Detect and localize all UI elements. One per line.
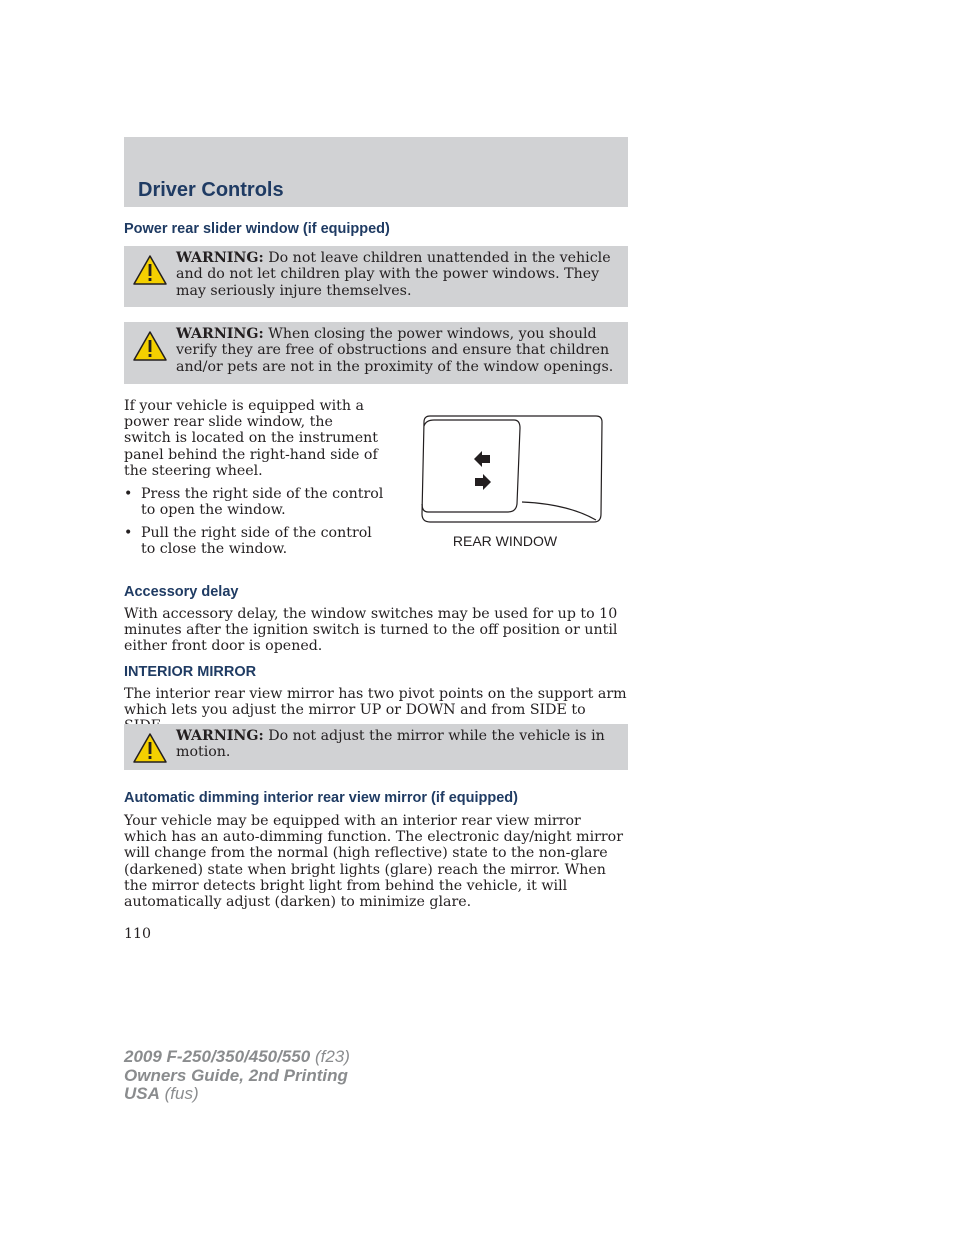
warning-box-obstructions — [124, 322, 628, 384]
page-number: 110 — [124, 926, 152, 942]
warning-triangle-icon — [132, 732, 168, 764]
warning-box-children — [124, 246, 628, 307]
page-header-band — [124, 137, 628, 207]
bullet-icon: • — [124, 525, 133, 541]
left-arrow-icon — [474, 451, 490, 467]
warning-triangle-icon — [132, 330, 168, 362]
warning-text: When closing the power windows, you should verify they are free of obstructions and ensure that children and/or pets are not in the proximity of the window openings. — [176, 326, 614, 375]
warning-text: Do not leave children unattended in the vehicle and do not let children play with the power windows. They may seriously injure themselves. — [176, 250, 611, 299]
footer-edition-info: 2009 F-250/350/450/550 (f23) Owners Guide, 2nd Printing USA (fus) — [124, 1047, 350, 1103]
warning-text: Do not adjust the mirror while the vehicle is in motion. — [176, 728, 605, 761]
warning-label: WARNING: — [176, 728, 264, 744]
figure-caption: REAR WINDOW — [452, 533, 558, 549]
auto-dimming-body: Your vehicle may be equipped with an interior rear view mirror which has an auto-dimming function. The electronic day/night mirror will change from the normal (high reflective) state to the non-glare (darkened) state when bright lights (glare) reach the mirror. When the mirror detects bright light from behind the vehicle, it will automatically adjust (darken) to minimize glare. — [124, 813, 623, 911]
bullet-icon: • — [124, 486, 133, 502]
heading-accessory-delay: Accessory delay — [124, 584, 239, 600]
warning-triangle-icon — [132, 254, 168, 286]
right-arrow-icon — [475, 474, 491, 490]
interior-mirror-body: The interior rear view mirror has two pivot points on the support arm which lets you adjust the mirror UP or DOWN and from SIDE to — [124, 686, 627, 719]
heading-power-rear-slider: Power rear slider window (if equipped) — [124, 221, 390, 237]
heading-auto-dimming: Automatic dimming interior rear view mirror (if equipped) — [124, 790, 518, 806]
power-window-body: If your vehicle is equipped with a power rear slide window, the switch is located on the instrument panel behind the right-hand side of the steering wheel. — [124, 398, 378, 479]
rear-window-switch-illustration — [418, 414, 604, 526]
warning-label: WARNING: — [176, 326, 264, 342]
page-title: Driver Controls — [138, 179, 284, 201]
heading-interior-mirror: INTERIOR MIRROR — [124, 664, 257, 680]
warning-box-mirror-motion — [124, 724, 628, 770]
warning-label: WARNING: — [176, 250, 264, 266]
accessory-delay-body: With accessory delay, the window switches may be used for up to 10 minutes after the ignition switch is turned to the off position or until either front door is opened. — [124, 606, 618, 655]
